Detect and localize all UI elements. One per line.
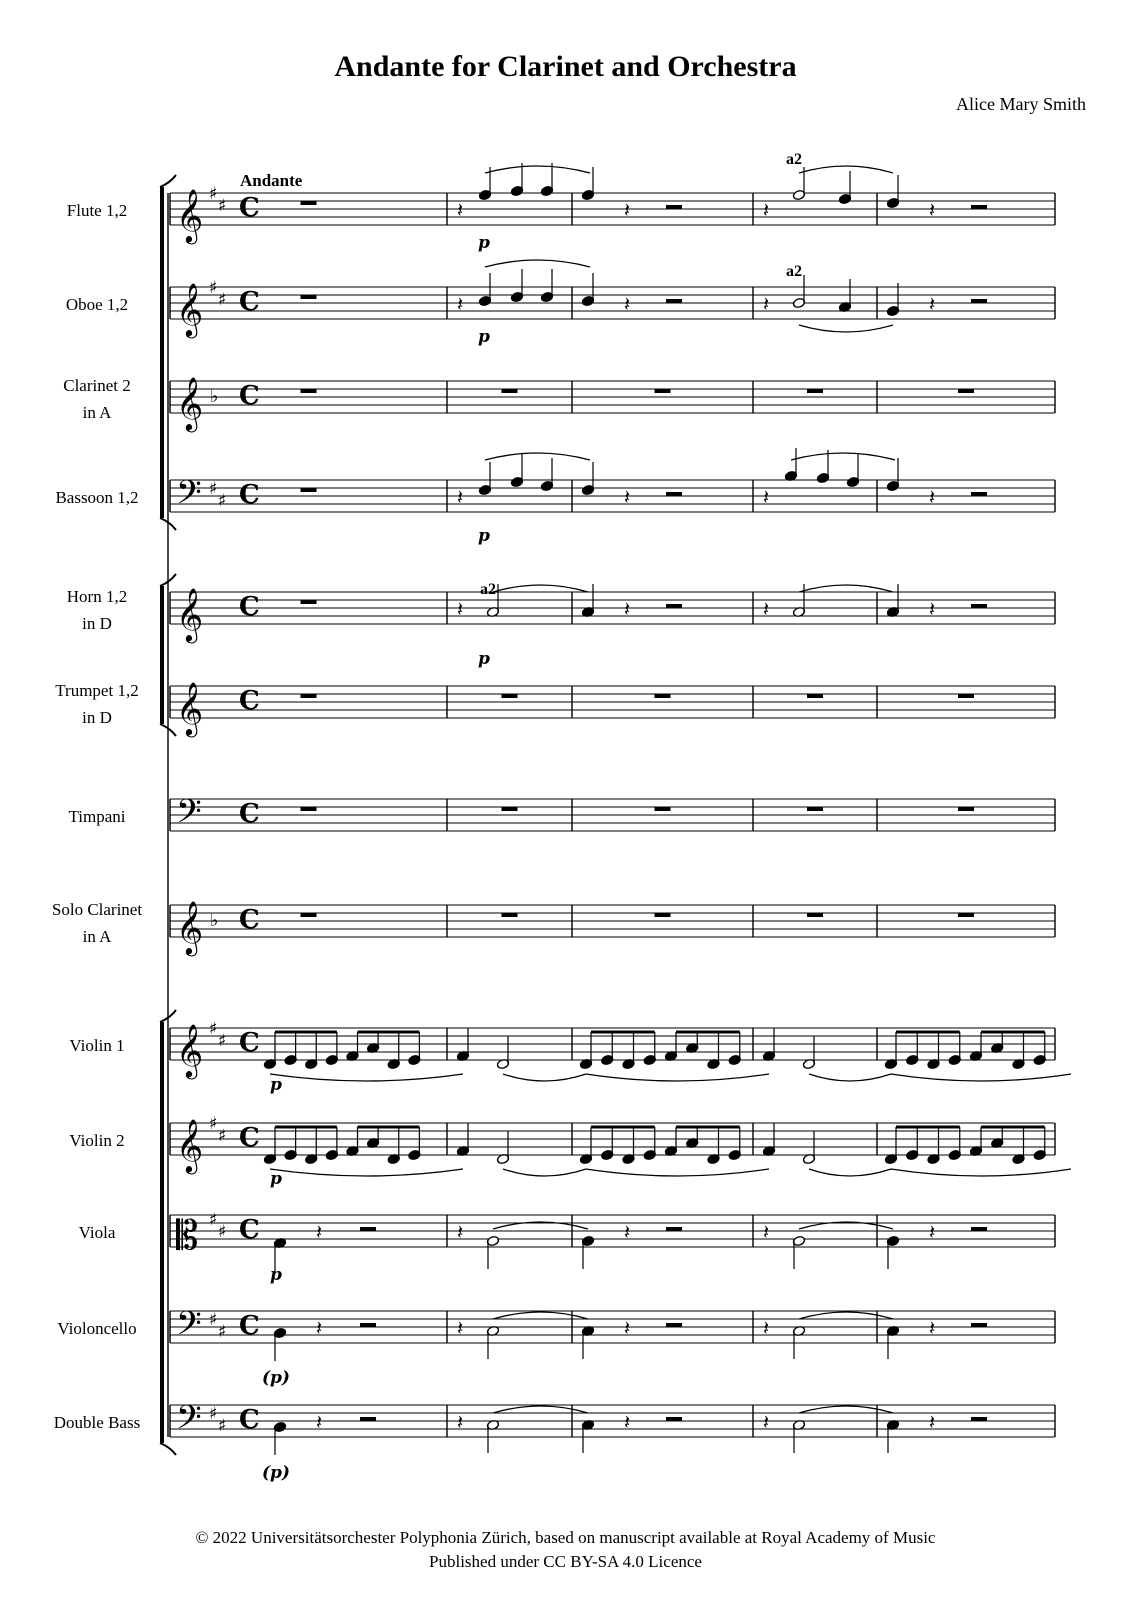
common-time-icon: C: [239, 480, 260, 510]
half-rest: [360, 1417, 376, 1421]
quarter-rest-icon: 𝄽: [929, 597, 936, 621]
whole-rest: [807, 694, 823, 698]
quarter-rest-icon: 𝄽: [624, 1316, 631, 1340]
whole-rest: [502, 807, 518, 811]
alto-clef-icon: 𝄡: [176, 1213, 199, 1259]
instrument-label: in A: [82, 403, 112, 422]
quarter-rest-icon: 𝄽: [457, 485, 464, 509]
slur: [891, 1169, 1071, 1176]
composer-name: Alice Mary Smith: [956, 94, 1086, 114]
common-time-icon: C: [239, 287, 260, 317]
slur: [503, 1074, 586, 1081]
common-time-icon: C: [239, 193, 260, 223]
whole-rest: [958, 913, 974, 917]
dynamic-marking: p: [270, 1169, 282, 1189]
bracket-hook: [160, 1443, 176, 1455]
sharp-icon: ♯: [218, 196, 227, 216]
quarter-rest-icon: 𝄽: [316, 1410, 323, 1434]
quarter-rest-icon: 𝄽: [929, 1316, 936, 1340]
half-rest: [360, 1323, 376, 1327]
whole-rest: [958, 389, 974, 393]
half-rest: [971, 1323, 987, 1327]
instrument-label: Viola: [78, 1223, 116, 1242]
sharp-icon: ♯: [209, 1404, 218, 1424]
slur: [586, 1169, 769, 1176]
sharp-icon: ♯: [209, 1114, 218, 1134]
instrument-label: Trumpet 1,2: [55, 681, 139, 700]
slur: [493, 1312, 588, 1319]
treble-clef-icon: 𝄞: [176, 681, 204, 735]
slur: [809, 1074, 891, 1081]
sharp-icon: ♯: [218, 491, 227, 511]
quarter-rest-icon: 𝄽: [624, 292, 631, 316]
whole-rest: [958, 694, 974, 698]
slur: [270, 1074, 463, 1081]
slur: [485, 453, 590, 460]
common-time-icon: C: [239, 799, 260, 829]
quarter-rest-icon: 𝄽: [929, 1220, 936, 1244]
half-rest: [971, 492, 987, 496]
whole-rest: [502, 913, 518, 917]
whole-rest: [655, 807, 671, 811]
dynamic-marking: p: [478, 327, 490, 347]
sharp-icon: ♯: [209, 278, 218, 298]
a2-marking: a2: [480, 581, 496, 598]
flat-icon: ♭: [210, 386, 219, 407]
treble-clef-icon: 𝄞: [176, 1118, 204, 1172]
dynamic-marking: p: [270, 1075, 282, 1095]
half-rest: [666, 299, 682, 303]
half-rest: [666, 205, 682, 209]
slur: [799, 325, 893, 332]
quarter-rest-icon: 𝄽: [457, 1316, 464, 1340]
sharp-icon: ♯: [218, 1126, 227, 1146]
whole-rest: [301, 600, 317, 604]
sharp-icon: ♯: [209, 1210, 218, 1230]
instrument-label: Bassoon 1,2: [55, 488, 139, 507]
instrument-label: in A: [82, 927, 112, 946]
slur: [586, 1074, 769, 1081]
half-rest: [971, 299, 987, 303]
whole-rest: [301, 807, 317, 811]
dynamic-marking: p: [270, 1265, 282, 1285]
instrument-label: Clarinet 2: [63, 376, 131, 395]
whole-rest: [301, 295, 317, 299]
quarter-rest-icon: 𝄽: [316, 1316, 323, 1340]
whole-rest: [301, 488, 317, 492]
quarter-rest-icon: 𝄽: [624, 198, 631, 222]
staves: [52, 175, 1055, 1455]
half-rest: [971, 604, 987, 608]
whole-rest: [301, 389, 317, 393]
quarter-rest-icon: 𝄽: [457, 292, 464, 316]
tempo-marking: Andante: [240, 171, 303, 190]
whole-rest: [301, 913, 317, 917]
whole-rest: [655, 694, 671, 698]
quarter-rest-icon: 𝄽: [929, 485, 936, 509]
treble-clef-icon: 𝄞: [176, 1023, 204, 1077]
sharp-icon: ♯: [209, 184, 218, 204]
quarter-rest-icon: 𝄽: [763, 597, 770, 621]
quarter-rest-icon: 𝄽: [457, 198, 464, 222]
slur: [270, 1169, 463, 1176]
quarter-rest-icon: 𝄽: [763, 1220, 770, 1244]
quarter-rest-icon: 𝄽: [929, 1410, 936, 1434]
sharp-icon: ♯: [209, 1310, 218, 1330]
common-time-icon: C: [239, 1311, 260, 1341]
instrument-label: Solo Clarinet: [51, 900, 143, 919]
slur: [799, 1312, 893, 1319]
sharp-icon: ♯: [218, 1222, 227, 1242]
copyright-notice: © 2022 Universitätsorchester Polyphonia Zürich, based on manuscript available at Royal Academy of Music: [195, 1528, 936, 1547]
common-time-icon: C: [239, 1028, 260, 1058]
slur: [799, 166, 893, 173]
a2-marking: a2: [786, 151, 802, 168]
bass-clef-icon: 𝄢: [176, 1399, 202, 1445]
instrument-label: Violoncello: [57, 1319, 137, 1338]
score-title: Andante for Clarinet and Orchestra: [334, 50, 797, 83]
quarter-rest-icon: 𝄽: [457, 597, 464, 621]
slur: [791, 453, 895, 460]
dynamic-marking: p: [478, 649, 490, 669]
license-notice: Published under CC BY-SA 4.0 Licence: [429, 1552, 702, 1571]
notes: [240, 151, 1071, 1483]
whole-rest: [655, 913, 671, 917]
treble-clef-icon: 𝄞: [176, 900, 204, 954]
quarter-rest-icon: 𝄽: [624, 1220, 631, 1244]
dynamic-marking: p: [478, 233, 490, 253]
common-time-icon: C: [239, 1215, 260, 1245]
slur: [503, 1169, 586, 1176]
quarter-rest-icon: 𝄽: [624, 485, 631, 509]
slur: [799, 1406, 893, 1413]
slur: [485, 260, 590, 267]
half-rest: [971, 1227, 987, 1231]
quarter-rest-icon: 𝄽: [763, 485, 770, 509]
instrument-label: in D: [82, 614, 112, 633]
quarter-rest-icon: 𝄽: [763, 292, 770, 316]
instrument-label: Flute 1,2: [66, 201, 128, 220]
half-rest: [666, 1323, 682, 1327]
whole-rest: [502, 389, 518, 393]
slur: [799, 585, 893, 592]
treble-clef-icon: 𝄞: [176, 587, 204, 641]
a2-marking: a2: [786, 263, 802, 280]
instrument-label: Oboe 1,2: [65, 295, 129, 314]
instrument-label: Violin 1: [69, 1036, 125, 1055]
slur: [493, 1406, 588, 1413]
sharp-icon: ♯: [209, 479, 218, 499]
treble-clef-icon: 𝄞: [176, 188, 204, 242]
sharp-icon: ♯: [209, 1019, 218, 1039]
half-rest: [971, 1417, 987, 1421]
flat-icon: ♭: [210, 910, 219, 931]
slur: [485, 166, 590, 173]
quarter-rest-icon: 𝄽: [457, 1220, 464, 1244]
quarter-rest-icon: 𝄽: [929, 292, 936, 316]
instrument-label: Double Bass: [53, 1413, 141, 1432]
instrument-label: Horn 1,2: [66, 587, 128, 606]
quarter-rest-icon: 𝄽: [763, 1316, 770, 1340]
slur: [891, 1074, 1071, 1081]
dynamic-marking: p: [478, 526, 490, 546]
quarter-rest-icon: 𝄽: [624, 1410, 631, 1434]
whole-rest: [958, 807, 974, 811]
quarter-rest-icon: 𝄽: [624, 597, 631, 621]
treble-clef-icon: 𝄞: [176, 282, 204, 336]
whole-rest: [807, 807, 823, 811]
quarter-rest-icon: 𝄽: [763, 198, 770, 222]
dynamic-marking: (p): [262, 1463, 290, 1483]
instrument-label: Violin 2: [69, 1131, 125, 1150]
bass-clef-icon: 𝄢: [176, 793, 202, 839]
slur: [493, 585, 588, 592]
instrument-label: Timpani: [68, 807, 126, 826]
quarter-rest-icon: 𝄽: [457, 1410, 464, 1434]
whole-rest: [807, 389, 823, 393]
sharp-icon: ♯: [218, 290, 227, 310]
bracket-hook: [160, 175, 176, 187]
common-time-icon: C: [239, 592, 260, 622]
sharp-icon: ♯: [218, 1416, 227, 1436]
common-time-icon: C: [239, 1123, 260, 1153]
slur: [809, 1169, 891, 1176]
half-rest: [971, 205, 987, 209]
sharp-icon: ♯: [218, 1322, 227, 1342]
bass-clef-icon: 𝄢: [176, 1305, 202, 1351]
whole-rest: [807, 913, 823, 917]
half-rest: [666, 1417, 682, 1421]
quarter-rest-icon: 𝄽: [316, 1220, 323, 1244]
quarter-rest-icon: 𝄽: [763, 1410, 770, 1434]
bass-clef-icon: 𝄢: [176, 474, 202, 520]
half-rest: [666, 492, 682, 496]
half-rest: [360, 1227, 376, 1231]
treble-clef-icon: 𝄞: [176, 376, 204, 430]
whole-rest: [502, 694, 518, 698]
common-time-icon: C: [239, 686, 260, 716]
sharp-icon: ♯: [218, 1031, 227, 1051]
quarter-rest-icon: 𝄽: [929, 198, 936, 222]
instrument-label: in D: [82, 708, 112, 727]
whole-rest: [301, 694, 317, 698]
common-time-icon: C: [239, 1405, 260, 1435]
common-time-icon: C: [239, 905, 260, 935]
dynamic-marking: (p): [262, 1368, 290, 1388]
whole-rest: [301, 201, 317, 205]
half-rest: [666, 604, 682, 608]
common-time-icon: C: [239, 381, 260, 411]
half-rest: [666, 1227, 682, 1231]
whole-rest: [655, 389, 671, 393]
